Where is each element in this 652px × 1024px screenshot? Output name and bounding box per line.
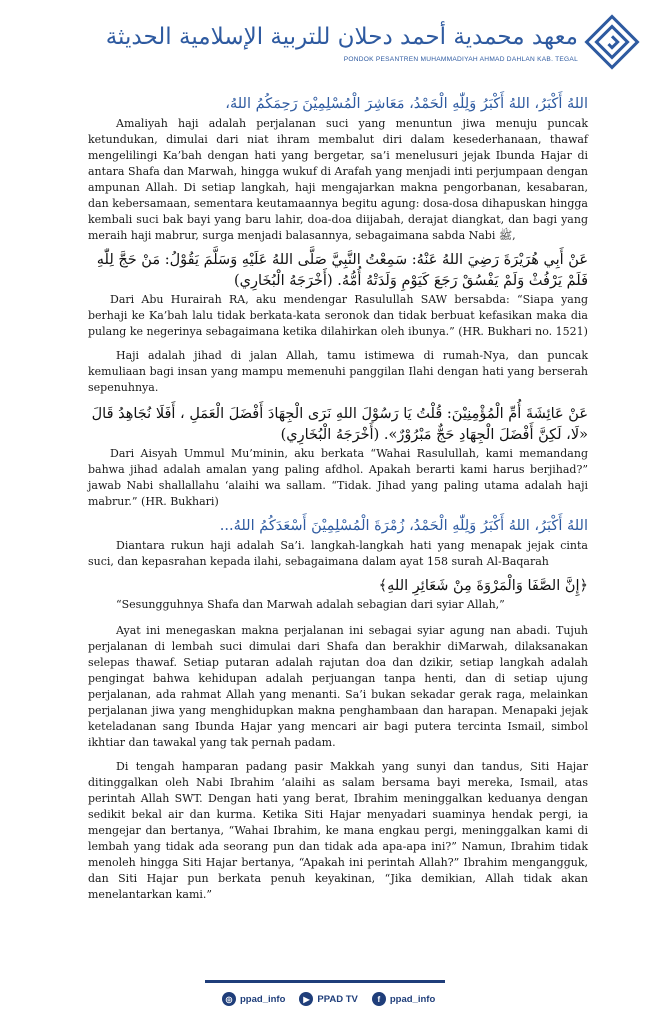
facebook-handle: ppad_info: [389, 993, 436, 1005]
translation-abu-hurairah: Dari Abu Hurairah RA, aku mendengar Rasulullah SAW bersabda: “Siapa yang berhaji ke Ka’bah lalu tidak berkata-kata seronok dan tidak berbuat kefasikan maka dia pulang ke negerinya sebagaimana ketika dilahirkan oleh ibunya.” (HR. Bukhari no. 1521): [88, 293, 588, 338]
paragraph-sai-intro: Diantara rukun haji adalah Sa’i. langkah-langkah hati yang menapak jejak cinta suci, dan kepasrahan kepada ilahi, sebagaimana dalam ayat 158 surah Al-Baqarah: [88, 539, 588, 568]
social-links: [222, 992, 435, 1006]
youtube-icon: ▶: [299, 992, 313, 1006]
paragraph-haji-intro: Amaliyah haji adalah perjalanan suci yang menuntun jiwa menuju puncak ketundukan, dimulai dari niat ihram membalut diri dalam kesederhanaan, thawaf mengelilingi Ka’bah dengan hati yang bergetar, sa’i menelusuri jejak Ibunda Hajar di antara Shafa dan Marwah, hingga wukuf di Arafah yang menjadi inti perjumpaan dengan ampunan Allah. Di setiap langkah, haji mengajarkan makna pengorbanan, kesabaran, dan kebersamaan, sementara keutamaannya begitu agung: dosa-dosa dihapuskan hingga kembali suci bak bayi yang baru lahir, doa-doa diijabah, derajat diangkat, dan bagi yang meraih haji mabrur, surga menjadi balasannya, sebagaimana sabda Nabi ﷺ,: [88, 117, 588, 242]
youtube-handle: PPAD TV: [317, 993, 358, 1005]
instagram-icon: ◎: [222, 992, 236, 1006]
instagram-link[interactable]: [222, 992, 285, 1006]
instagram-handle: ppad_info: [240, 993, 286, 1005]
page-header: [0, 0, 652, 92]
logo-subtitle: PONDOK PESANTREN MUHAMMADIYAH AHMAD DAHLAN KAB. TEGAL: [343, 56, 578, 63]
hadith-abu-hurairah: عَنْ أَبِي هُرَيْرَةَ رَضِيَ اللهُ عَنْهُ: سَمِعْتُ النَّبِيَّ صَلَّى اللهُ عَلَيْهِ وَسَلَّمَ يَقُوْلُ: مَنْ حَجَّ لِلّٰهِ فَلَمْ يَرْفُثْ وَلَمْ يَفْسُقْ رَجَعَ كَيَوْمِ وَلَدَتْهُ أُمُّهُ. (أَخْرَجَهُ الْبُخَارِي): [96, 252, 588, 289]
youtube-link[interactable]: [299, 992, 357, 1006]
hadith-aisyah: عَنْ عَائِشَةَ أُمِّ الْمُؤْمِنِيْنَ: قُلْتُ يَا رَسُوْلَ اللهِ نَرَى الْجِهَادَ أَفْضَلَ الْعَمَلِ ، أَفَلَا نُجَاهِدُ قَالَ «لَا، لَكِنَّ أَفْضَلَ الْجِهَادِ حَجٌّ مَبْرُوْرٌ». (أَخْرَجَهُ الْبُخَارِي): [91, 406, 588, 443]
takbir-second: اللهُ أَكْبَرُ، اللهُ أَكْبَرُ وَلِلّٰهِ الْحَمْدُ، زُمْرَةَ الْمُسْلِمِيْنَ أَسْعَدَكُمُ اللهُ...: [219, 518, 588, 534]
paragraph-siti-hajar-story: Di tengah hamparan padang pasir Makkah yang sunyi dan tandus, Siti Hajar ditinggalkan oleh Nabi Ibrahim ‘alaihi as salam bersama bayi mereka, Ismail, atas perintah Allah SWT. Dengan hati yang berat, Ibrahim meninggalkan keduanya dengan sedikit bekal air dan kurma. Ketika Siti Hajar menyadari suaminya hendak pergi, ia mengejar dan bertanya, “Wahai Ibrahim, ke mana engkau pergi, meninggalkan kami di lembah yang tidak ada seorang pun dan tidak ada apa-apa ini?” Namun, Ibrahim tidak menoleh hingga Siti Hajar bertanya, “Apakah ini perintah Allah?” Ibrahim mengangguk, dan Siti Hajar pun berkata penuh keyakinan, “Jika demikian, Allah tidak akan menelantarkan kami.”: [88, 760, 588, 901]
facebook-icon: f: [372, 992, 386, 1006]
quran-verse: ﴿إِنَّ الصَّفَا وَالْمَرْوَةَ مِنْ شَعَائِرِ اللهِ﴾: [378, 578, 588, 594]
takbir-opening: اللهُ أَكْبَرُ، اللهُ أَكْبَرُ وَلِلّٰهِ الْحَمْدُ، مَعَاشِرَ الْمُسْلِمِيْنَ رَحِمَكُمُ اللهُ،: [225, 96, 588, 112]
institution-logo-text: [105, 22, 578, 63]
logo-arabic-title: معهد محمدية أحمد دحلان للتربية الإسلامية الحديثة: [105, 24, 578, 50]
kufic-logo-icon: [584, 14, 640, 70]
paragraph-sai-meaning: Ayat ini menegaskan makna perjalanan ini sebagai syiar agung nan abadi. Tujuh perjalanan di lembah suci dimulai dari Shafa dan berakhir diMarwah, dilaksanakan selepas thawaf. Setiap putaran adalah rajutan doa dan dzikir, setiap langkah adalah pengingat bahwa kehidupan adalah perjuangan tanpa henti, dan di setiap ujung perjalanan, ada rahmat Allah yang menanti. Sa’i bukan sekadar gerak raga, melainkan perjalanan jiwa yang menghidupkan makna penghambaan dan harapan. Menapaki jejak keteladanan sang Ibunda Hajar yang mencari air bagi putera tercinta Ismail, simbol ikhtiar dan tawakal yang tak pernah padam.: [88, 624, 588, 749]
document-body: [88, 92, 588, 903]
footer-divider: [205, 980, 445, 983]
translation-aisyah: Dari Aisyah Ummul Mu’minin, aku berkata “Wahai Rasulullah, kami memandang bahwa jihad adalah amalan yang paling afdhol. Apakah berarti kami harus berjihad?” jawab Nabi shallallahu ‘alaihi wa sallam. “Tidak. Jihad yang paling utama adalah haji mabrur.” (HR. Bukhari): [88, 447, 588, 508]
facebook-link[interactable]: [372, 992, 435, 1006]
verse-translation: “Sesungguhnya Shafa dan Marwah adalah sebagian dari syiar Allah,”: [116, 598, 505, 611]
page-footer: [0, 980, 652, 1024]
paragraph-haji-jihad: Haji adalah jihad di jalan Allah, tamu istimewa di rumah-Nya, dan puncak kemuliaan bagi insan yang mampu memenuhi panggilan Ilahi dengan hati yang berserah sepenuhnya.: [88, 349, 588, 394]
